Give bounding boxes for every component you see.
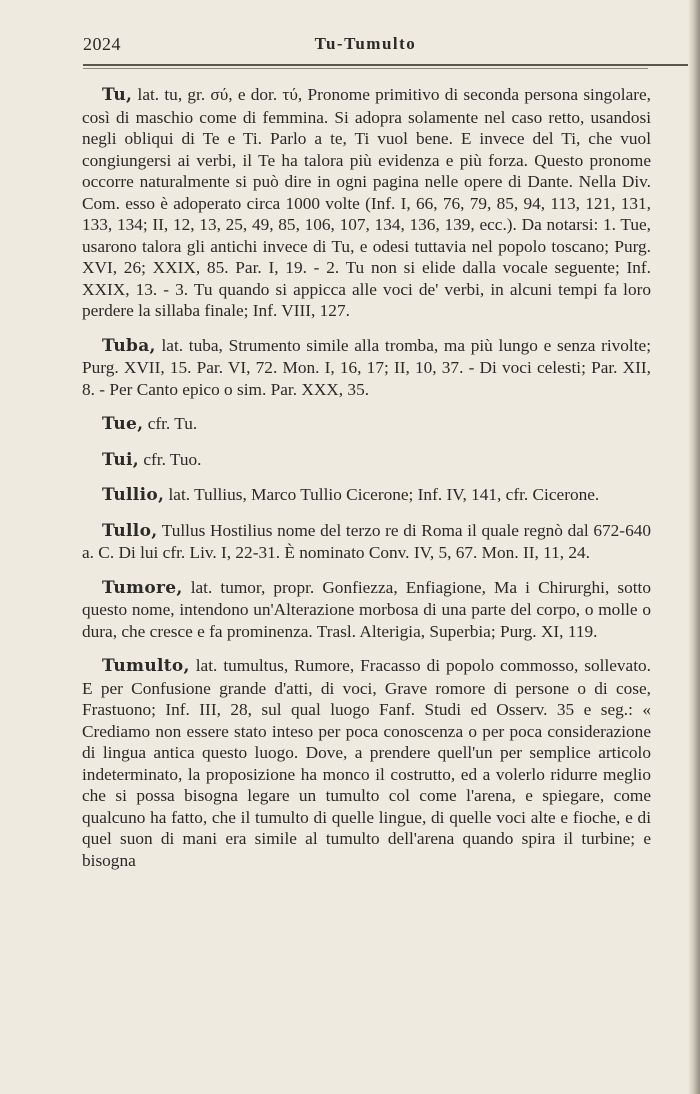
entry-body: lat. tuba, Strumento simile alla tromba, ma più lungo e senza rivolte; Purg. XVII, 15. Par. VI, 72. Mon. I, 16, 17; II, 10, 37. - Di voci celesti; Par. XII, 8. - Per Canto epico o sim. Par. XXX, 35. [82,335,651,399]
headword: Tui, [102,449,140,470]
page-header [83,34,648,62]
entry-body: cfr. Tu. [143,414,198,433]
entry-body: lat. tu, gr. σύ, e dor. τύ, Pronome primitivo di seconda persona singolare, così di maschio come di femmina. Si adopra solamente nel caso retto, usandosi negli obliqui di Te e Ti. Parlo a te, Ti vuol bene. E invece del Ti, che vuol congiungersi ai verbi, il Te ha talora più evidenza e più forza. Questo pronome occorre naturalmente si può dire in ogni pagina nelle opere di Dante. Nella Div. Com. esso è adoperato circa 1000 volte (Inf. I, 66, 76, 79, 85, 94, 113, 121, 131, 133, 134; II, 12, 13, 25, 49, 85, 106, 107, 134, 136, 139, ecc.). Da notarsi: 1. Tue, usarono talora gli antichi invece di Tu, e odesi tuttavia nel popolo toscano; Purg. XVI, 26; XXIX, 85. Par. I, 19. - 2. Tu non si elide dalla vocale seguente; Inf. XXIX, 13. - 3. Tu quando si appicca alle voci de' verbi, in alcuni tempi fa loro perdere la sillaba finale; Inf. VIII, 127. [82,85,651,320]
headword: Tumulto, [102,656,190,676]
headword: Tu, [102,85,133,105]
entries-column [82,84,651,884]
entry-body: cfr. Tuo. [139,449,202,469]
page-number: 2024 [83,34,121,54]
headword: Tumore, [102,577,183,598]
running-head: Tu-Tumulto [314,34,417,53]
entry-tullio [82,484,651,507]
headword: Tullio, [102,485,165,505]
header-rule-thin [83,68,648,69]
entry-tu [82,84,651,322]
entry-tui [82,449,651,472]
entry-tullo [82,520,651,564]
headword: Tuba, [102,335,156,356]
entry-body: lat. Tullius, Marco Tullio Cicerone; Inf. IV, 141, cfr. Cicerone. [164,485,600,504]
headword: Tullo, [102,520,158,541]
page-edge-shadow [688,0,700,1094]
entry-body: Tullus Hostilius nome del terzo re di Roma il quale regnò dal 672-640 a. C. Di lui cfr. Liv. I, 22-31. È nominato Conv. IV, 5, 67. Mon. II, 11, 24. [82,520,651,562]
entry-tuba [82,335,651,401]
entry-body: lat. tumultus, Rumore, Fracasso di popolo commosso, sollevato. E per Confusione grande d'atti, di voci, Grave romore di persone o di cose, Frastuono; Inf. III, 28, sul qual luogo Fanf. Studi ed Osserv. 35 e seg.: « Crediamo non essere stato inteso per poca conoscenza o per poca considerazione di lingua antica questo luogo. Dove, a prendere quell'un per semplice articolo indeterminato, la proposizione ha monco il costrutto, ed a volerlo ridurre meglio che si possa bisogna legare un tumulto col come l'arena, e spiegare, come qualcuno ha fatto, che il tumulto di quelle lingue, di quelle voci alte e fioche, e di quel suon di mani era simile al tumulto dell'arena quando spira il turbine; e bisogna [82,656,651,870]
header-rule [83,64,688,66]
entry-body: lat. tumor, propr. Gonfiezza, Enfiagione, Ma i Chirurghi, sotto questo nome, intendono un'Alterazione morbosa di una parte del corpo, o molle o dura, che cresce e fa prominenza. Trasl. Alterigia, Superbia; Purg. XI, 119. [82,577,651,641]
entry-tue [82,413,651,436]
entry-tumulto [82,655,651,871]
entry-tumore [82,577,651,643]
headword: Tue, [102,414,144,434]
